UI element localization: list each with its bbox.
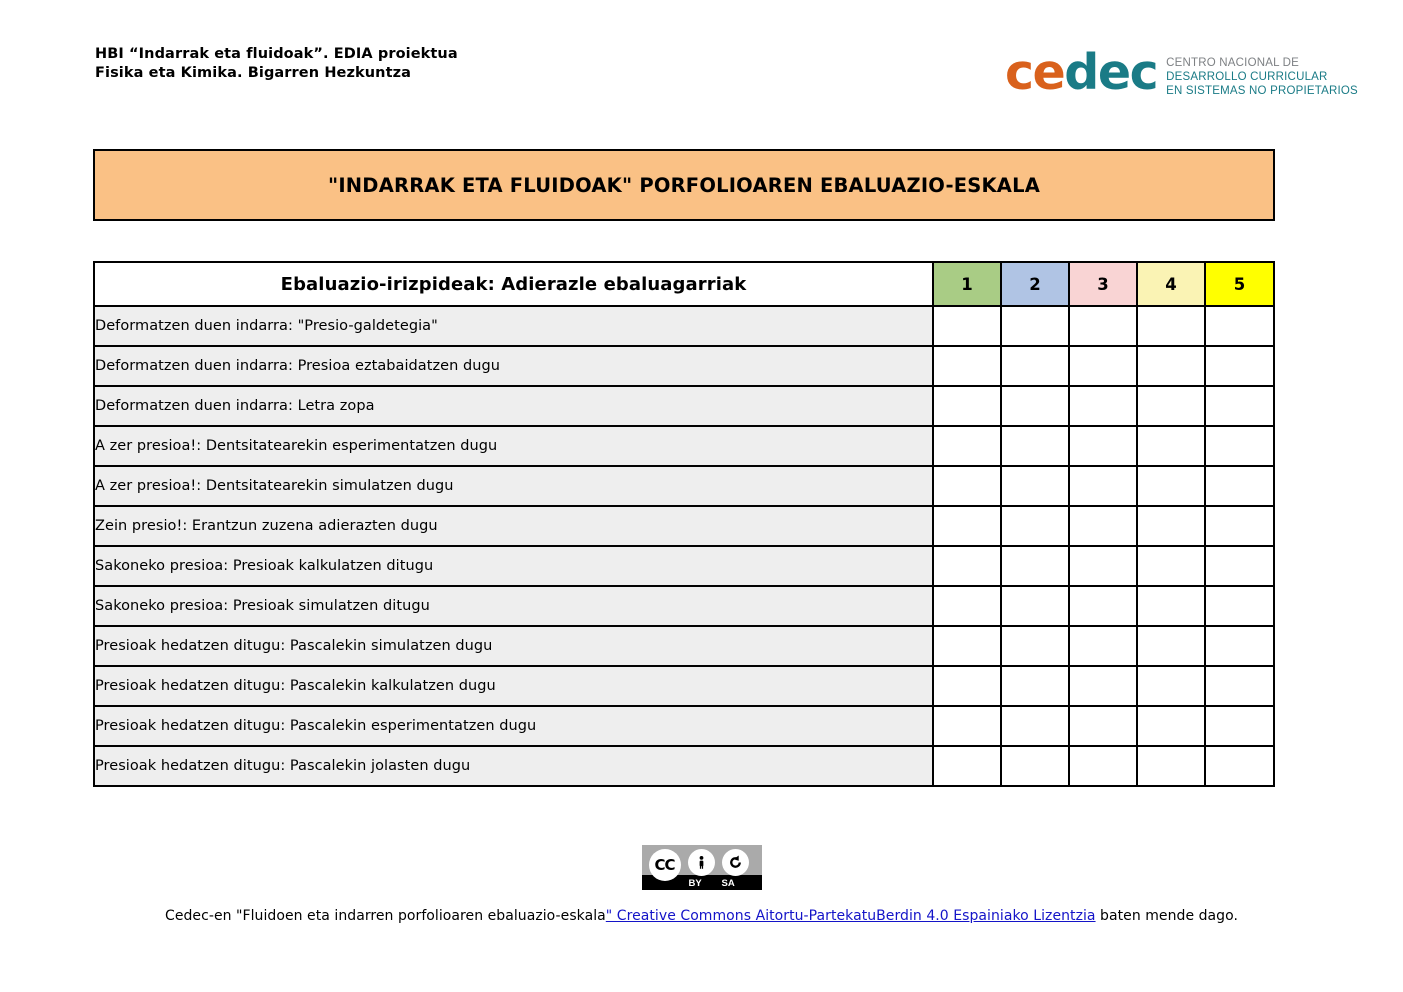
rating-cell-5[interactable]	[1205, 386, 1274, 426]
criterion-cell: Zein presio!: Erantzun zuzena adierazten dugu	[94, 506, 933, 546]
rating-cell-1[interactable]	[933, 386, 1001, 426]
criterion-cell: Sakoneko presioa: Presioak kalkulatzen ditugu	[94, 546, 933, 586]
rating-cell-3[interactable]	[1069, 306, 1137, 346]
rating-cell-3[interactable]	[1069, 666, 1137, 706]
cc-logo-icon: CC	[649, 849, 681, 881]
rating-cell-3[interactable]	[1069, 466, 1137, 506]
rating-cell-2[interactable]	[1001, 626, 1069, 666]
criterion-cell: A zer presioa!: Dentsitatearekin esperimentatzen dugu	[94, 426, 933, 466]
document-title-banner	[93, 149, 1275, 221]
cc-by-icon	[688, 849, 715, 876]
cedec-wordmark-ce: ce	[1005, 44, 1065, 101]
table-row	[94, 586, 1274, 626]
rating-cell-5[interactable]	[1205, 586, 1274, 626]
rating-cell-2[interactable]	[1001, 706, 1069, 746]
cedec-logo	[1005, 44, 1358, 101]
criterion-cell: Presioak hedatzen ditugu: Pascalekin esperimentatzen dugu	[94, 706, 933, 746]
criterion-cell: Deformatzen duen indarra: Presioa eztabaidatzen dugu	[94, 346, 933, 386]
rating-cell-3[interactable]	[1069, 586, 1137, 626]
license-link[interactable]: " Creative Commons Aitortu-PartekatuBerdin 4.0 Espainiako Lizentzia	[605, 908, 1096, 924]
rating-cell-5[interactable]	[1205, 546, 1274, 586]
rating-cell-1[interactable]	[933, 666, 1001, 706]
criterion-cell: A zer presioa!: Dentsitatearekin simulatzen dugu	[94, 466, 933, 506]
table-row	[94, 546, 1274, 586]
rating-cell-2[interactable]	[1001, 346, 1069, 386]
column-header-level-4: 4	[1137, 262, 1205, 306]
table-row	[94, 466, 1274, 506]
table-row	[94, 306, 1274, 346]
rating-cell-2[interactable]	[1001, 466, 1069, 506]
criterion-cell: Deformatzen duen indarra: Letra zopa	[94, 386, 933, 426]
table-row	[94, 746, 1274, 786]
rating-cell-4[interactable]	[1137, 426, 1205, 466]
rating-cell-1[interactable]	[933, 586, 1001, 626]
rating-cell-1[interactable]	[933, 746, 1001, 786]
table-row	[94, 506, 1274, 546]
rating-cell-2[interactable]	[1001, 506, 1069, 546]
table-row	[94, 346, 1274, 386]
evaluation-scale-table	[93, 261, 1275, 787]
rating-cell-3[interactable]	[1069, 626, 1137, 666]
cedec-tagline-line-1: CENTRO NACIONAL DE	[1166, 57, 1300, 69]
rating-cell-4[interactable]	[1137, 506, 1205, 546]
cedec-tagline-line-3: EN SISTEMAS NO PROPIETARIOS	[1166, 85, 1358, 97]
rating-cell-5[interactable]	[1205, 706, 1274, 746]
rating-cell-2[interactable]	[1001, 386, 1069, 426]
criterion-cell: Presioak hedatzen ditugu: Pascalekin jolasten dugu	[94, 746, 933, 786]
rating-cell-3[interactable]	[1069, 346, 1137, 386]
rating-cell-2[interactable]	[1001, 666, 1069, 706]
rating-cell-4[interactable]	[1137, 546, 1205, 586]
rating-cell-1[interactable]	[933, 346, 1001, 386]
criterion-cell: Presioak hedatzen ditugu: Pascalekin simulatzen dugu	[94, 626, 933, 666]
column-header-criteria: Ebaluazio-irizpideak: Adierazle ebaluagarriak	[94, 262, 933, 306]
rating-cell-5[interactable]	[1205, 626, 1274, 666]
rating-cell-4[interactable]	[1137, 706, 1205, 746]
license-footer	[0, 845, 1403, 924]
table-row	[94, 386, 1274, 426]
document-header	[0, 0, 1403, 120]
header-line-1: HBI “Indarrak eta fluidoak”. EDIA proiektua	[95, 46, 458, 62]
rating-cell-1[interactable]	[933, 466, 1001, 506]
rating-cell-5[interactable]	[1205, 666, 1274, 706]
license-text-before: Cedec-en "Fluidoen eta indarren porfolioaren ebaluazio-eskala	[165, 908, 606, 924]
cedec-wordmark-dec: dec	[1064, 44, 1158, 101]
rating-cell-1[interactable]	[933, 506, 1001, 546]
rating-cell-4[interactable]	[1137, 666, 1205, 706]
rating-cell-3[interactable]	[1069, 546, 1137, 586]
table-row	[94, 666, 1274, 706]
header-line-2: Fisika eta Kimika. Bigarren Hezkuntza	[95, 65, 412, 81]
license-text-after: baten mende dago.	[1095, 908, 1238, 924]
rating-cell-4[interactable]	[1137, 306, 1205, 346]
rating-cell-4[interactable]	[1137, 746, 1205, 786]
criterion-cell: Presioak hedatzen ditugu: Pascalekin kalkulatzen dugu	[94, 666, 933, 706]
header-subject-title	[95, 45, 458, 83]
rating-cell-5[interactable]	[1205, 306, 1274, 346]
rating-cell-2[interactable]	[1001, 546, 1069, 586]
cedec-tagline	[1166, 56, 1358, 98]
cc-sa-label: SA	[721, 878, 735, 889]
rating-cell-2[interactable]	[1001, 746, 1069, 786]
column-header-level-1: 1	[933, 262, 1001, 306]
rating-cell-1[interactable]	[933, 546, 1001, 586]
rating-cell-3[interactable]	[1069, 426, 1137, 466]
criterion-cell: Deformatzen duen indarra: "Presio-galdetegia"	[94, 306, 933, 346]
rating-cell-2[interactable]	[1001, 426, 1069, 466]
table-header-row	[94, 262, 1274, 306]
rating-cell-1[interactable]	[933, 706, 1001, 746]
license-statement	[0, 908, 1403, 924]
rating-cell-3[interactable]	[1069, 386, 1137, 426]
cedec-wordmark	[1005, 44, 1158, 101]
rating-cell-4[interactable]	[1137, 586, 1205, 626]
rating-cell-2[interactable]	[1001, 306, 1069, 346]
cc-sa-icon	[722, 849, 749, 876]
criterion-cell: Sakoneko presioa: Presioak simulatzen ditugu	[94, 586, 933, 626]
rating-cell-1[interactable]	[933, 306, 1001, 346]
table-header	[94, 262, 1274, 306]
rating-cell-4[interactable]	[1137, 466, 1205, 506]
table-row	[94, 706, 1274, 746]
rating-cell-4[interactable]	[1137, 626, 1205, 666]
rating-cell-5[interactable]	[1205, 746, 1274, 786]
cc-by-label: BY	[688, 878, 702, 889]
column-header-level-5: 5	[1205, 262, 1274, 306]
page-title: "INDARRAK ETA FLUIDOAK" PORFOLIOAREN EBALUAZIO-ESKALA	[327, 173, 1041, 197]
rating-cell-5[interactable]	[1205, 426, 1274, 466]
rating-cell-5[interactable]	[1205, 506, 1274, 546]
creative-commons-badge-icon	[642, 845, 762, 890]
column-header-level-3: 3	[1069, 262, 1137, 306]
column-header-level-2: 2	[1001, 262, 1069, 306]
rating-cell-2[interactable]	[1001, 586, 1069, 626]
table-row	[94, 426, 1274, 466]
table-row	[94, 626, 1274, 666]
rating-cell-1[interactable]	[933, 426, 1001, 466]
rating-cell-5[interactable]	[1205, 346, 1274, 386]
table-body	[94, 306, 1274, 786]
rating-cell-4[interactable]	[1137, 386, 1205, 426]
rating-cell-3[interactable]	[1069, 706, 1137, 746]
cedec-tagline-line-2: DESARROLLO CURRICULAR	[1166, 71, 1328, 83]
rating-cell-4[interactable]	[1137, 346, 1205, 386]
rating-cell-3[interactable]	[1069, 506, 1137, 546]
rating-cell-5[interactable]	[1205, 466, 1274, 506]
rating-cell-3[interactable]	[1069, 746, 1137, 786]
rating-cell-1[interactable]	[933, 626, 1001, 666]
